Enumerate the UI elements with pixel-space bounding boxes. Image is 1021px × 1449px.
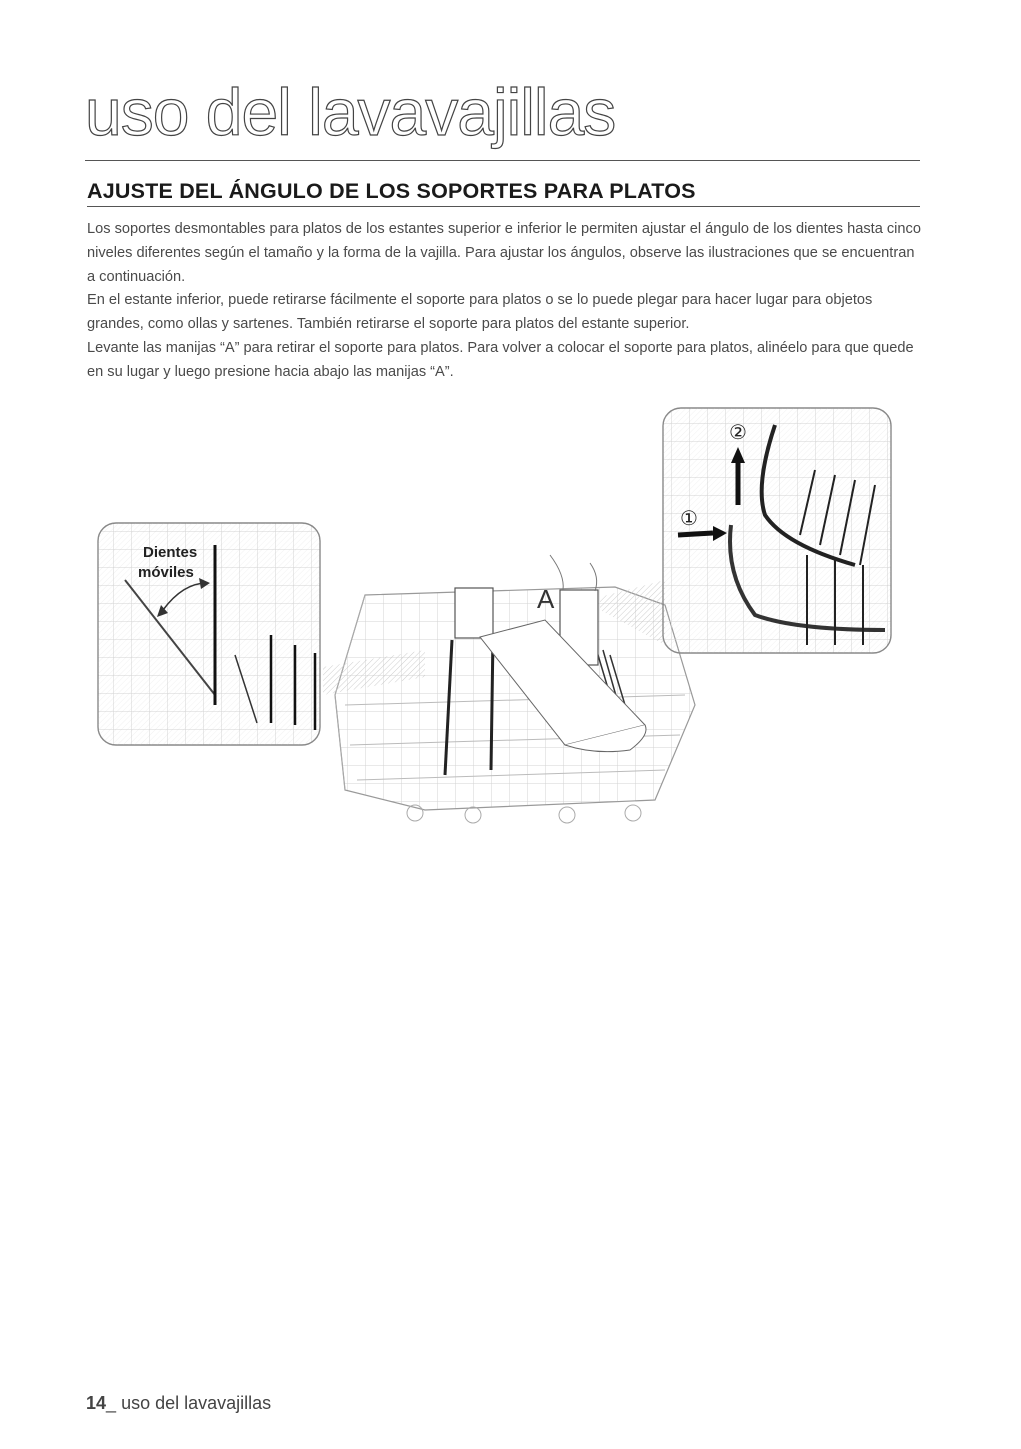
body-text xyxy=(87,218,925,385)
paragraph-3: Levante las manijas “A” para retirar el soporte para platos. Para volver a colocar el soporte para platos, alinéelo para que quede en su lugar y luego presione hacia abajo las manijas “A”. xyxy=(87,339,914,380)
inset-removal-steps xyxy=(600,408,891,653)
page-number: 14 xyxy=(86,1393,107,1413)
footer-text: uso del lavavajillas xyxy=(121,1393,272,1413)
chapter-title-text: uso del lavavajillas xyxy=(85,75,616,149)
chapter-title-rule xyxy=(85,160,920,161)
step-2-marker: ② xyxy=(729,420,747,444)
chapter-title xyxy=(85,62,920,162)
dish-rack-illustration xyxy=(95,405,895,835)
inset-label-line1: Dientes xyxy=(143,544,198,561)
page-footer xyxy=(86,1393,271,1414)
step-1-marker: ① xyxy=(680,506,698,530)
handle-a-label: A xyxy=(537,584,555,614)
paragraph-1: Los soportes desmontables para platos de los estantes superior e inferior le permiten ajustar el ángulo de los dientes hasta cinco niveles diferentes según el tamaño y la forma de la vajilla. Para ajustar los ángulos, observe las ilustraciones que se encuentran a continuación. xyxy=(87,221,921,285)
paragraph-2: En el estante inferior, puede retirarse fácilmente el soporte para platos o se lo puede plegar para hacer lugar para objetos grandes, como ollas y sartenes. También retirarse el soporte para platos del estante superior. xyxy=(87,292,873,333)
section-heading: AJUSTE DEL ÁNGULO DE LOS SOPORTES PARA PLATOS xyxy=(87,177,920,207)
inset-label-line2: móviles xyxy=(138,564,194,581)
footer-separator: _ xyxy=(106,1393,117,1413)
